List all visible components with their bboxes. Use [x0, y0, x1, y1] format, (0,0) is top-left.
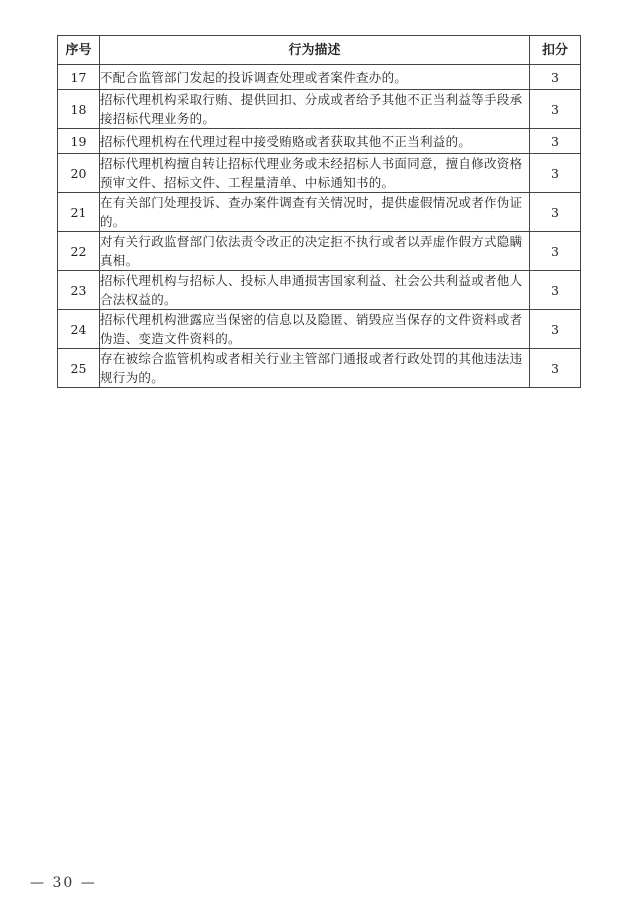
header-behavior-description: 行为描述 [100, 36, 530, 65]
table-row [58, 310, 581, 349]
header-deduction-points: 扣分 [530, 36, 581, 65]
table-row [58, 90, 581, 129]
row-number: 25 [58, 349, 100, 388]
row-score: 3 [530, 129, 581, 154]
row-score: 3 [530, 65, 581, 90]
row-number: 24 [58, 310, 100, 349]
row-description: 招标代理机构在代理过程中接受贿赂或者获取其他不正当利益的。 [100, 129, 530, 154]
row-description: 存在被综合监管机构或者相关行业主管部门通报或者行政处罚的其他违法违规行为的。 [100, 349, 530, 388]
page-number: — 30 — [30, 875, 97, 891]
table-row [58, 154, 581, 193]
row-description: 招标代理机构采取行贿、提供回扣、分成或者给予其他不正当利益等手段承接招标代理业务的。 [100, 90, 530, 129]
table-row [58, 65, 581, 90]
row-score: 3 [530, 349, 581, 388]
row-score: 3 [530, 154, 581, 193]
row-score: 3 [530, 90, 581, 129]
table-row [58, 193, 581, 232]
row-number: 23 [58, 271, 100, 310]
row-description: 招标代理机构与招标人、投标人串通损害国家利益、社会公共利益或者他人合法权益的。 [100, 271, 530, 310]
row-number: 22 [58, 232, 100, 271]
row-description: 不配合监管部门发起的投诉调查处理或者案件查办的。 [100, 65, 530, 90]
row-number: 19 [58, 129, 100, 154]
row-score: 3 [530, 271, 581, 310]
row-description: 对有关行政监督部门依法责令改正的决定拒不执行或者以弄虚作假方式隐瞒真相。 [100, 232, 530, 271]
row-description: 在有关部门处理投诉、查办案件调查有关情况时，提供虚假情况或者作伪证的。 [100, 193, 530, 232]
row-description: 招标代理机构擅自转让招标代理业务或未经招标人书面同意，擅自修改资格预审文件、招标文件、工程量清单、中标通知书的。 [100, 154, 530, 193]
row-number: 21 [58, 193, 100, 232]
table-row [58, 271, 581, 310]
row-number: 17 [58, 65, 100, 90]
row-number: 18 [58, 90, 100, 129]
table-header-row [58, 36, 581, 65]
table-row [58, 232, 581, 271]
header-serial-number: 序号 [58, 36, 100, 65]
row-score: 3 [530, 310, 581, 349]
table-row [58, 349, 581, 388]
row-number: 20 [58, 154, 100, 193]
row-score: 3 [530, 232, 581, 271]
penalty-table [57, 35, 581, 388]
table-row [58, 129, 581, 154]
row-description: 招标代理机构泄露应当保密的信息以及隐匿、销毁应当保存的文件资料或者伪造、变造文件资料的。 [100, 310, 530, 349]
row-score: 3 [530, 193, 581, 232]
